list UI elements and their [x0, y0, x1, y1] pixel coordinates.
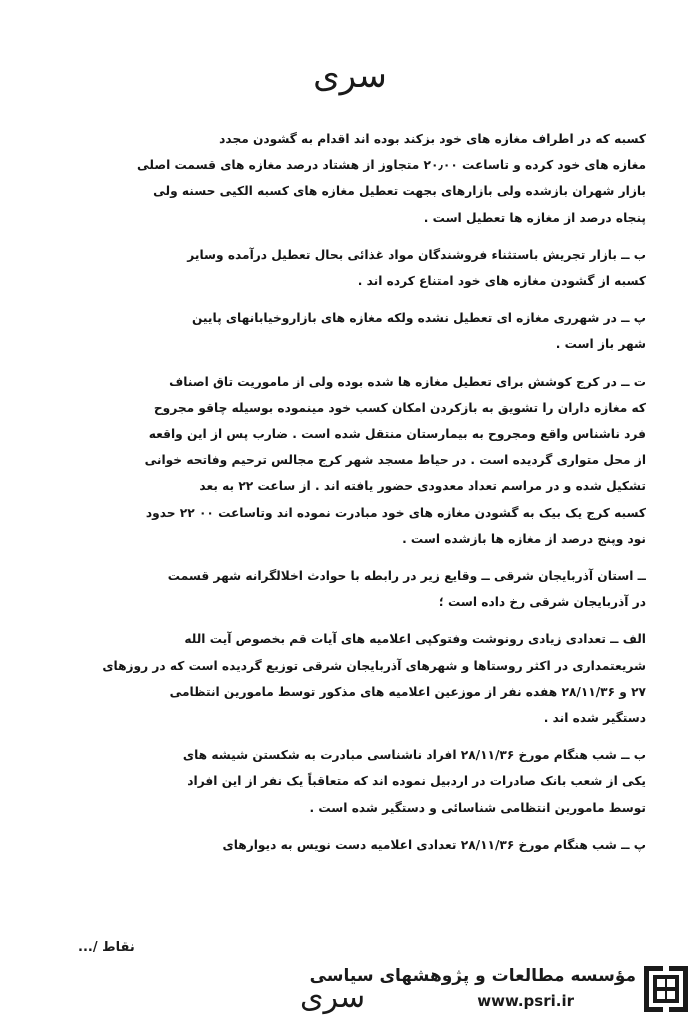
- watermark-url: www.psri.ir: [477, 992, 574, 1010]
- text-line: که مغازه داران را تشویق به بازکردن امکان کسب خود مینموده بوسیله چاقو مجروح: [153, 400, 646, 415]
- continuation-note: نقاط /...: [78, 940, 135, 955]
- text-line: در آذربایجان شرقی رخ داده است ؛: [438, 595, 646, 610]
- paragraph: [50, 626, 646, 731]
- text-line: پ ــ شب هنگام مورخ ۲۸/۱۱/۳۶ تعدادی اعلامیه دست نویس به دیوارهای: [222, 837, 646, 852]
- text-line: ــ استان آذربایجان شرقی ــ وقایع زیر در رابطه با حوادث اخلالگرانه شهر قسمت: [167, 569, 646, 584]
- paragraph: [50, 126, 646, 231]
- text-line: کسبه از گشودن مغازه های خود امتناع کرده اند .: [357, 274, 646, 289]
- text-line: ب ــ بازار تجریش باستثناء فروشندگان مواد غذائی بحال تعطیل درآمده وسایر: [187, 247, 646, 262]
- watermark-institute-name: مؤسسه مطالعات و پژوهشهای سیاسی: [309, 966, 636, 986]
- classification-stamp-bottom: سری: [300, 980, 366, 1015]
- text-line: پ ــ در شهرری مغازه ای تعطیل نشده ولکه مغازه های بازاروخیابانهای پایین: [191, 311, 646, 326]
- text-line: فرد ناشناس واقع ومجروح به بیمارستان منتقل شده است . ضارب پس از این واقعه: [148, 427, 646, 442]
- text-line: شریعتمداری در اکثر روستاها و شهرهای آذربایجان شرقی توزیع گردیده است که در روزهای: [102, 658, 646, 673]
- text-line: الف ــ تعدادی زیادی رونوشت وفتوکپی اعلامیه های آیات قم بخصوص آیت الله: [184, 632, 646, 647]
- text-line: ب ــ شب هنگام مورخ ۲۸/۱۱/۳۶ افراد ناشناسی مبادرت به شکستن شیشه های: [182, 748, 646, 763]
- text-line: کسبه که در اطراف مغازه های خود بزکند بوده اند اقدام به گشودن مجدد: [219, 132, 646, 146]
- text-line: مغازه های خود کرده و تاساعت ۲۰٫۰۰ متجاوز از هشتاد درصد مغازه های قسمت اصلی: [137, 158, 646, 173]
- text-line: توسط مامورین انتظامی شناسائی و دستگیر شده است .: [309, 800, 646, 815]
- text-line: دستگیر شده اند .: [543, 711, 646, 726]
- document-body: [50, 126, 646, 869]
- psri-logo-icon: [644, 966, 688, 1012]
- paragraph: [50, 369, 646, 552]
- paragraph: [50, 242, 646, 294]
- text-line: ۲۷ و ۲۸/۱۱/۳۶ هفده نفر از موزعین اعلامیه های مذکور توسط مامورین انتظامی: [169, 684, 646, 699]
- text-line: یکی از شعب بانک صادرات در اردبیل نموده اند که متعاقباً یک نفر از این افراد: [187, 774, 646, 789]
- text-line: کسبه کرج یک بیک به گشودن مغازه های خود مبادرت نموده اند وتاساعت ۰۰ ۲۲ حدود: [145, 505, 646, 520]
- text-line: پنجاه درصد از مغازه ها تعطیل است .: [423, 210, 646, 225]
- paragraph: [50, 563, 646, 615]
- classification-stamp-top: سری: [313, 56, 387, 96]
- paragraph: [50, 305, 646, 357]
- text-line: بازار شهران بازشده ولی بازارهای بجهت تعطیل مغازه های کسبه الکیی حسنه ولی: [153, 184, 646, 199]
- paragraph: [50, 832, 646, 858]
- text-line: ت ــ در کرج کوشش برای تعطیل مغازه ها شده بوده ولی از ماموریت تاق اصناف: [169, 374, 646, 389]
- paragraph: [50, 742, 646, 821]
- text-line: تشکیل شده و در مراسم تعداد معدودی حضور یافته اند . از ساعت ۲۲ به بعد: [199, 479, 646, 494]
- text-line: شهر باز است .: [555, 337, 646, 352]
- text-line: نود وپنج درصد از مغازه ها بازشده است .: [402, 531, 646, 546]
- text-line: از محل متواری گردیده است . در حیاط مسجد شهر کرج مجالس ترحیم وفاتحه خوانی: [144, 453, 646, 468]
